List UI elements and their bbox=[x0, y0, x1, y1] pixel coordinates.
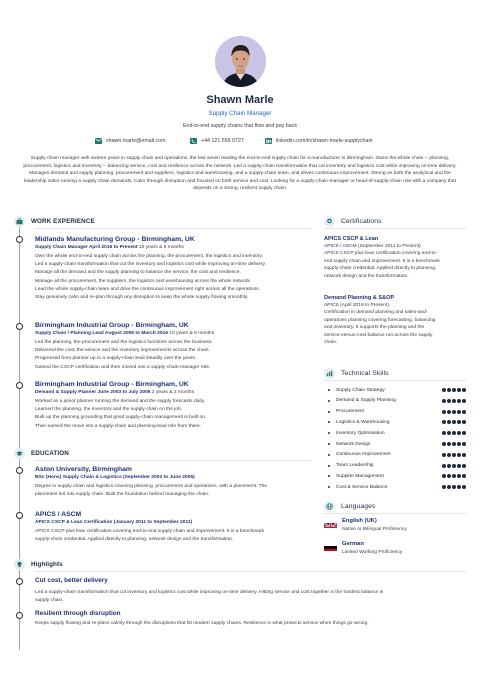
graduation-cap-icon bbox=[14, 448, 25, 459]
award-icon bbox=[324, 216, 335, 227]
skill-rating bbox=[442, 388, 466, 392]
date-text: (September 2011 to Present) bbox=[357, 244, 421, 249]
rating-dot bbox=[462, 431, 466, 435]
profile-photo bbox=[215, 36, 266, 87]
description-line: APICS CSCP plus lean certification covering end-to-end supply chain and improvement. It is a benchmark bbox=[35, 529, 265, 534]
technical-skills-heading bbox=[324, 367, 389, 379]
certification-issuer bbox=[324, 302, 466, 309]
description-line: Led a supply-chain transformation that cut inventory and logistics cost while improving on-time delivery. Hitting service and cost together is the hardest balance in bbox=[35, 590, 384, 595]
languages-heading bbox=[324, 500, 376, 512]
rating-dot bbox=[457, 399, 461, 403]
skill-rating bbox=[442, 485, 466, 489]
skill-item bbox=[324, 440, 466, 448]
language-entry bbox=[324, 518, 466, 536]
contact-bar bbox=[0, 138, 480, 147]
description-line: Led the planning, the procurement and the logistics functions across the business. bbox=[35, 340, 213, 345]
skill-item bbox=[324, 429, 466, 437]
rating-dot bbox=[457, 453, 461, 457]
phone-icon bbox=[190, 138, 197, 144]
skill-name: Procurement bbox=[336, 409, 364, 415]
globe-icon bbox=[324, 501, 335, 512]
skill-rating bbox=[442, 410, 466, 414]
company-name: Birmingham Industrial Group - Birmingham, UK bbox=[35, 322, 189, 329]
description-line: network design and the transformation. bbox=[324, 273, 409, 279]
skill-item bbox=[324, 483, 466, 491]
description-line: Progressed from planner up to a supply-chain lead steadily over the years. bbox=[35, 356, 197, 362]
lightbulb-icon bbox=[14, 559, 25, 570]
rating-dot bbox=[452, 388, 456, 392]
certification-issuer bbox=[324, 243, 466, 250]
rating-dot bbox=[457, 464, 461, 468]
section-divider bbox=[324, 513, 466, 514]
position-text: Supply Chain Manager April 2016 to Present bbox=[35, 245, 138, 250]
skill-name: Supplier Management bbox=[336, 473, 384, 479]
certification-description bbox=[324, 250, 466, 280]
rating-dot bbox=[452, 420, 456, 424]
rating-dot bbox=[457, 485, 461, 489]
rating-dot bbox=[457, 410, 461, 414]
description-line: chain. bbox=[324, 340, 338, 346]
skill-name: Supply Chain Strategy bbox=[336, 387, 385, 393]
skill-rating bbox=[442, 420, 466, 424]
bullet-icon bbox=[328, 432, 330, 434]
rating-dot bbox=[442, 474, 446, 478]
highlight-description bbox=[35, 620, 455, 628]
rating-dot bbox=[447, 388, 451, 392]
section-title: Technical Skills bbox=[341, 369, 389, 377]
company-name: Midlands Manufacturing Group - Birmingham, UK bbox=[35, 236, 195, 243]
institution-name: APICS / ASCM bbox=[35, 511, 82, 518]
education-description bbox=[35, 528, 335, 544]
section-title: Highlights bbox=[31, 560, 63, 568]
skill-name: Continuous Improvement bbox=[336, 452, 391, 458]
skill-item bbox=[324, 386, 466, 394]
section-title: WORK EXPERIENCE bbox=[31, 217, 95, 225]
skill-item bbox=[324, 408, 466, 416]
highlight-title: Cut cost, better delivery bbox=[35, 577, 108, 584]
education-entry bbox=[35, 465, 335, 499]
timeline-dot bbox=[16, 323, 23, 330]
institution-name: Aston University, Birmingham bbox=[35, 466, 132, 473]
certification-name: Demand Planning & S&OP bbox=[324, 295, 395, 301]
language-name: German bbox=[342, 541, 364, 547]
description-line: supply chain. bbox=[35, 597, 64, 603]
description-line: service-versus-cost balance run across the supply bbox=[324, 332, 433, 338]
rating-dot bbox=[442, 420, 446, 424]
highlight-title: Resilient through disruption bbox=[35, 610, 121, 617]
bullet-icon bbox=[328, 400, 330, 402]
linkedin-text: linkedin.com/in/shawn-marle-supplychain bbox=[276, 138, 373, 144]
briefcase-icon bbox=[14, 216, 25, 227]
email-contact[interactable] bbox=[95, 138, 166, 144]
phone-text: +44 121 555 0727 bbox=[201, 138, 244, 144]
rating-dot bbox=[447, 464, 451, 468]
issuer-text: APICS bbox=[324, 303, 339, 308]
date-text: (April 2019 to Present) bbox=[340, 303, 389, 308]
skill-rating bbox=[442, 453, 466, 457]
education-heading bbox=[14, 447, 69, 459]
rating-dot bbox=[442, 431, 446, 435]
linkedin-icon bbox=[265, 138, 272, 144]
section-title: Languages bbox=[341, 502, 376, 510]
skill-item bbox=[324, 397, 466, 405]
section-divider bbox=[35, 228, 311, 229]
timeline-dot bbox=[16, 382, 23, 389]
duration-text: 10 years & 8 months bbox=[169, 331, 215, 336]
phone-contact[interactable] bbox=[190, 138, 244, 144]
rating-dot bbox=[462, 388, 466, 392]
description-line: supply-chain credential. Applied directly to planning, network design and the transformation. bbox=[35, 537, 234, 543]
email-text: shawn.marle@email.com bbox=[106, 138, 166, 144]
rating-dot bbox=[452, 442, 456, 446]
skill-name: Demand & Supply Planning bbox=[336, 398, 396, 404]
company-name: Birmingham Industrial Group - Birmingham, UK bbox=[35, 381, 189, 388]
job-description bbox=[35, 339, 311, 372]
education-description bbox=[35, 483, 335, 499]
rating-dot bbox=[462, 399, 466, 403]
skill-item bbox=[324, 472, 466, 480]
timeline-dot bbox=[16, 578, 23, 585]
profile-summary: Supply chain manager with sixteen years in supply chain and operations, the last seven leading the end-to-end supply chain for a manufacturer in Birmingham. Owns the whole chain -- planning, procurement, logistics and inventory -- balancing service, cost and resilience across the network. Led a supply-chain transformation that cut inventory and logistics cost while improving on-time delivery. Manages demand and supply planning, procurement and suppliers, logistics and warehousing, and a supply-chain team, and drives continuous improvement. Strong on both the analytical and the leadership sides running a supply chain demands. Calm through disruption and focused on both service and cost. Looking for a supply-chain-manager or head-of-supply-chain role with a company that depends on a strong, resilient supply chain. bbox=[23, 156, 457, 191]
skill-rating bbox=[442, 442, 466, 446]
skill-item bbox=[324, 462, 466, 470]
duration-text: 10 years & 5 months bbox=[138, 245, 184, 250]
rating-dot bbox=[452, 453, 456, 457]
section-divider bbox=[324, 228, 466, 229]
position-text: Supply Chain / Planning Lead August 2005 to March 2016 bbox=[35, 331, 168, 336]
experience-entry bbox=[35, 380, 311, 431]
rating-dot bbox=[452, 464, 456, 468]
description-line: Learned the planning, the inventory and the supply chain on the job. bbox=[35, 407, 183, 413]
uk-flag-icon bbox=[324, 519, 337, 528]
email-icon bbox=[95, 138, 102, 144]
description-line: operations planning covering forecasting, balancing bbox=[324, 317, 436, 323]
experience-entry bbox=[35, 235, 311, 302]
position-dates bbox=[35, 330, 311, 337]
certification-entry bbox=[324, 294, 466, 347]
rating-dot bbox=[462, 420, 466, 424]
rating-dot bbox=[457, 388, 461, 392]
work-experience-heading bbox=[14, 215, 95, 227]
rating-dot bbox=[447, 453, 451, 457]
rating-dot bbox=[447, 431, 451, 435]
section-title: Certifications bbox=[341, 217, 382, 225]
bullet-icon bbox=[328, 454, 330, 456]
description-line: Then earned the move into a supply-chain and planning-lead role from there. bbox=[35, 423, 202, 429]
description-line: end supply chain and improvement. It is a benchmark bbox=[324, 258, 440, 264]
position-dates bbox=[35, 244, 311, 251]
rating-dot bbox=[442, 485, 446, 489]
linkedin-contact[interactable] bbox=[265, 138, 373, 144]
description-line: Lead the whole supply-chain team and drive the continuous improvement right across all the operations. bbox=[35, 286, 261, 292]
skill-name: Network Design bbox=[336, 441, 371, 447]
candidate-name: Shawn Marle bbox=[206, 94, 274, 106]
job-description bbox=[35, 398, 311, 431]
section-title: EDUCATION bbox=[31, 449, 69, 457]
rating-dot bbox=[447, 474, 451, 478]
education-entry bbox=[35, 510, 335, 544]
certification-name: APICS CSCP & Lean bbox=[324, 236, 379, 242]
bullet-icon bbox=[328, 486, 330, 488]
skill-name: Cost & Service Balance bbox=[336, 484, 388, 490]
skill-item bbox=[324, 451, 466, 459]
description-line: and inventory. It supports the planning and the bbox=[324, 325, 425, 331]
skill-rating bbox=[442, 464, 466, 468]
job-description bbox=[35, 253, 311, 302]
rating-dot bbox=[442, 442, 446, 446]
rating-dot bbox=[457, 442, 461, 446]
timeline-dot bbox=[16, 612, 23, 619]
description-line: Own the whole end-to-end supply chain across the planning, the procurement, the logistics and inventory. bbox=[35, 254, 263, 259]
germany-flag-icon bbox=[324, 542, 337, 551]
rating-dot bbox=[447, 420, 451, 424]
language-entry bbox=[324, 541, 466, 559]
timeline-dot bbox=[16, 236, 23, 243]
section-divider bbox=[35, 571, 466, 572]
timeline-line bbox=[19, 227, 20, 650]
rating-dot bbox=[452, 474, 456, 478]
rating-dot bbox=[462, 442, 466, 446]
rating-dot bbox=[462, 464, 466, 468]
timeline-dot bbox=[16, 467, 23, 474]
certification-description bbox=[324, 309, 466, 347]
bullet-icon bbox=[328, 465, 330, 467]
description-line: Gained the CSCP certification and then moved into a supply-chain-manager role. bbox=[35, 364, 211, 370]
job-title: Supply Chain Manager bbox=[208, 110, 272, 117]
description-line: Manage all the procurement, the suppliers, the logistics and warehousing across the whole network. bbox=[35, 278, 252, 284]
duration-text: 2 years & 2 months bbox=[151, 390, 195, 395]
description-line: Stay genuinely calm and re-plan through any disruption to keep the whole supply flowing smoothly. bbox=[35, 295, 249, 301]
rating-dot bbox=[447, 442, 451, 446]
rating-dot bbox=[442, 388, 446, 392]
language-level: Limited Working Proficiency bbox=[342, 550, 403, 555]
section-divider bbox=[324, 380, 466, 381]
position-text: Demand & Supply Planner June 2003 to July 2005 bbox=[35, 390, 151, 395]
rating-dot bbox=[457, 431, 461, 435]
rating-dot bbox=[462, 474, 466, 478]
rating-dot bbox=[457, 474, 461, 478]
skill-item bbox=[324, 418, 466, 426]
bullet-icon bbox=[328, 389, 330, 391]
skill-rating bbox=[442, 474, 466, 478]
rating-dot bbox=[457, 420, 461, 424]
timeline-dot bbox=[16, 512, 23, 519]
bullet-icon bbox=[328, 421, 330, 423]
rating-dot bbox=[462, 410, 466, 414]
rating-dot bbox=[462, 453, 466, 457]
description-line: Keeps supply flowing and re-plans calmly through the disruptions that hit modern supply chains. Resilience is what protects service when things go wrong. bbox=[35, 621, 369, 626]
description-line: Worked as a junior planner running the demand and the supply forecasts daily. bbox=[35, 399, 206, 404]
rating-dot bbox=[447, 399, 451, 403]
chart-bars-icon bbox=[324, 368, 335, 379]
rating-dot bbox=[442, 464, 446, 468]
description-line: placement led into supply chain. Built the foundation behind managing the chain. bbox=[35, 492, 210, 498]
rating-dot bbox=[452, 399, 456, 403]
experience-entry bbox=[35, 321, 311, 372]
certification-entry bbox=[324, 235, 466, 280]
rating-dot bbox=[452, 431, 456, 435]
issuer-text: APICS / ASCM bbox=[324, 244, 357, 249]
description-line: Manage all the demand and the supply planning to balance the service, the cost and resilience. bbox=[35, 270, 241, 276]
rating-dot bbox=[442, 399, 446, 403]
language-level: Native or Bilingual Proficiency bbox=[342, 527, 407, 532]
bullet-icon bbox=[328, 411, 330, 413]
description-line: Delivered the cost, the service and the inventory improvements across the chain. bbox=[35, 348, 210, 354]
skill-name: Logistics & Warehousing bbox=[336, 419, 390, 425]
rating-dot bbox=[442, 453, 446, 457]
language-name: English (UK) bbox=[342, 518, 377, 524]
skill-name: Inventory Optimisation bbox=[336, 430, 385, 436]
skill-rating bbox=[442, 399, 466, 403]
degree-dates: APICS CSCP & Lean Certification (January 2011 to September 2011) bbox=[35, 520, 193, 525]
highlights-heading bbox=[14, 558, 63, 570]
description-line: Built up the planning grounding that good supply-chain management is built on. bbox=[35, 415, 207, 421]
skill-name: Team Leadership bbox=[336, 463, 374, 469]
description-line: APICS CSCP plus lean certification covering end-to- bbox=[324, 251, 438, 256]
bullet-icon bbox=[328, 475, 330, 477]
highlight-description bbox=[35, 589, 455, 604]
skill-rating bbox=[442, 431, 466, 435]
degree-dates: BSc (Hons) Supply Chain & Logistics (September 2002 to June 2005) bbox=[35, 475, 195, 480]
rating-dot bbox=[452, 410, 456, 414]
rating-dot bbox=[447, 410, 451, 414]
tagline: End-to-end supply chains that flow and pay back bbox=[183, 123, 297, 129]
position-dates bbox=[35, 389, 311, 396]
description-line: Degree in supply chain and logistics covering planning, procurement and operations, with a placement. The bbox=[35, 484, 268, 489]
description-line: supply-chain credential. Applied directly to planning, bbox=[324, 266, 437, 272]
bullet-icon bbox=[328, 443, 330, 445]
description-line: Certification in demand planning and sales-and- bbox=[324, 310, 428, 315]
rating-dot bbox=[447, 485, 451, 489]
certifications-heading bbox=[324, 215, 382, 227]
description-line: Led a supply-chain transformation that cut the inventory and logistics cost while improving on-time delivery. bbox=[35, 262, 266, 268]
section-divider bbox=[35, 460, 311, 461]
rating-dot bbox=[452, 485, 456, 489]
rating-dot bbox=[462, 485, 466, 489]
rating-dot bbox=[442, 410, 446, 414]
